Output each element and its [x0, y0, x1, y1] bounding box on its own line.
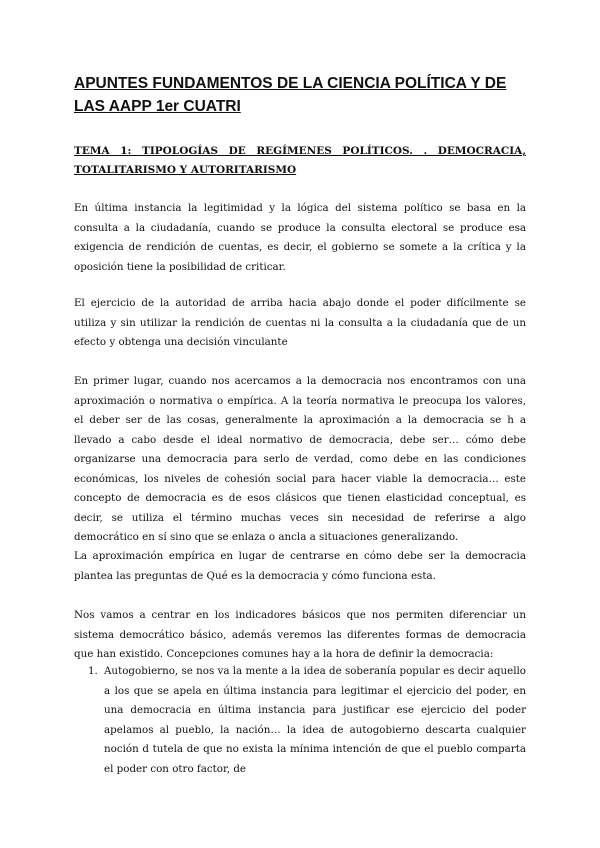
list-item-text: Autogobierno, se nos va la mente a la idea de soberanía popular es decir aquello a los que se apela en última instancia para legitimar el ejercicio del poder, en una democracia en última instancia para justificar ese ejercicio del poder apelamos al pueblo, la nación… la idea de autogobierno descarta cualquier noción d tutela de que no exista la mínima intención de que el pueblo comparta el poder con otro factor, de: [104, 665, 526, 775]
paragraph-legitimacy: En última instancia la legitimidad y la lógica del sistema político se basa en la consulta a la ciudadanía, cuando se produce la consulta electoral se produce esa exigencia de rendición de cuentas, es decir, el gobierno se somete a la crítica y la oposición tiene la posibilidad de criticar.: [74, 202, 526, 273]
document-title: APUNTES FUNDAMENTOS DE LA CIENCIA POLÍTICA Y DE LAS AAPP 1er CUATRI: [74, 75, 507, 115]
paragraph-authority: El ejercicio de la autoridad de arriba hacia abajo donde el poder difícilmente se utiliza y sin utilizar la rendición de cuentas ni la consulta a la ciudadanía que de un efecto y obtenga una decisión vinculante: [74, 297, 526, 348]
topic-heading: TEMA 1: TIPOLOGÍAS DE REGÍMENES POLÍTICOS. . DEMOCRACIA, TOTALITARISMO Y AUTORITARISMO: [74, 145, 526, 176]
definitions-list: [74, 662, 526, 779]
list-item: [74, 662, 526, 779]
paragraph-indicators: Nos vamos a centrar en los indicadores básicos que nos permiten diferenciar un sistema democrático básico, además veremos las diferentes formas de democracia que han existido. Concepciones comunes hay a la hora de definir la democracia:: [74, 609, 526, 660]
list-item-number: 1.: [88, 665, 98, 677]
paragraph-empirical-approach: La aproximación empírica en lugar de centrarse en cómo debe ser la democracia plantea las preguntas de Qué es la democracia y cómo funciona esta.: [74, 550, 526, 582]
paragraph-normative-approach: En primer lugar, cuando nos acercamos a la democracia nos encontramos con una aproximación o normativa o empírica. A la teoría normativa le preocupa los valores, el deber ser de las cosas, generalmente la aproximación a la democracia se h a llevado a cabo desde el ideal normativo de democracia, debe ser… cómo debe organizarse una democracia para serlo de verdad, como debe en las condiciones económicas, los niveles de cohesión social para hacer viable la democracia… este concepto de democracia es de esos clásicos que tienen elasticidad conceptual, es decir, se utiliza el término muchas veces sin necesidad de referirse a algo democrático en sí sino que se enlaza o ancla a situaciones generalizando.: [74, 375, 526, 543]
